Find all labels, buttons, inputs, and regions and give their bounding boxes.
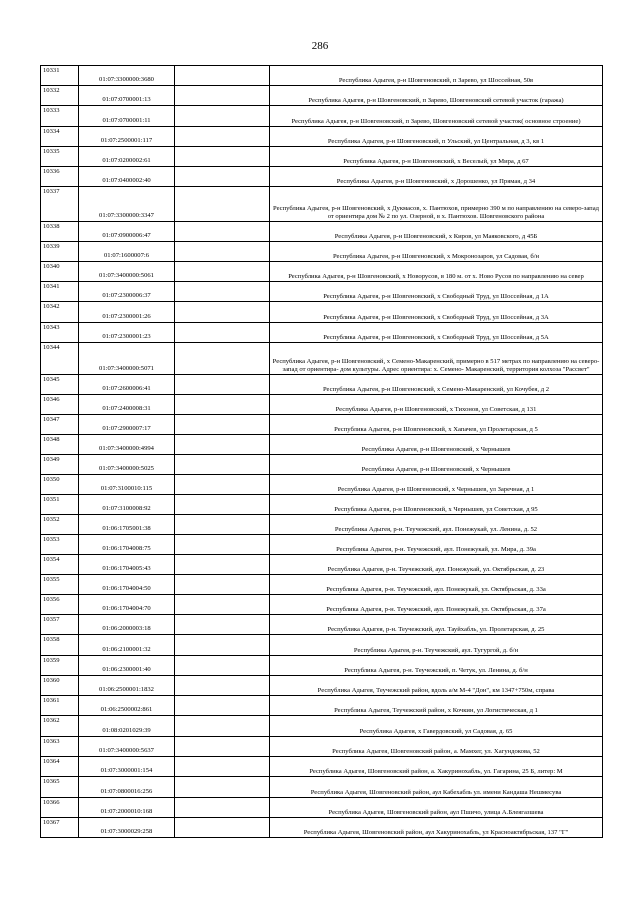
table-row bbox=[41, 635, 603, 656]
row-number-cell: 10340 bbox=[41, 262, 79, 282]
empty-cell bbox=[175, 187, 270, 222]
cadastral-number-cell: 01:07:3100008:92 bbox=[79, 495, 175, 515]
empty-cell bbox=[175, 595, 270, 615]
empty-cell bbox=[175, 575, 270, 595]
page-number: 286 bbox=[311, 40, 329, 52]
table-row bbox=[41, 595, 603, 615]
empty-cell bbox=[175, 147, 270, 167]
empty-cell bbox=[175, 66, 270, 86]
table-row bbox=[41, 475, 603, 495]
address-cell: Республика Адыгея, р-н Шовгеновский, х Чернышев bbox=[270, 455, 603, 475]
address-cell: Республика Адыгея, Шовгеновский район, а. Хакуринохабль, ул. Гагарина, 25 Б, литер: М bbox=[270, 757, 603, 777]
row-number-cell: 10355 bbox=[41, 575, 79, 595]
cadastral-number-cell: 01:07:3400000:5025 bbox=[79, 455, 175, 475]
table-row bbox=[41, 106, 603, 127]
row-number-cell: 10360 bbox=[41, 676, 79, 696]
empty-cell bbox=[175, 757, 270, 777]
table-row bbox=[41, 435, 603, 455]
registry-table bbox=[40, 65, 603, 838]
table-row bbox=[41, 757, 603, 777]
empty-cell bbox=[175, 635, 270, 656]
row-number-cell: 10362 bbox=[41, 716, 79, 737]
row-number-cell: 10348 bbox=[41, 435, 79, 455]
empty-cell bbox=[175, 323, 270, 343]
row-number-cell: 10337 bbox=[41, 187, 79, 222]
row-number-cell: 10333 bbox=[41, 106, 79, 127]
table-row bbox=[41, 167, 603, 187]
cadastral-number-cell: 01:07:0800016:256 bbox=[79, 777, 175, 798]
row-number-cell: 10345 bbox=[41, 375, 79, 395]
address-cell: Республика Адыгея, р-н Шовгеновский, х Хапачев, ул Пролетарская, д 5 bbox=[270, 415, 603, 435]
address-cell: Республика Адыгея, р-н. Теучежский, аул. Понежукай, ул. Октябрьская, д. 37а bbox=[270, 595, 603, 615]
cadastral-number-cell: 01:07:3400000:4994 bbox=[79, 435, 175, 455]
cadastral-number-cell: 01:07:3400000:5637 bbox=[79, 737, 175, 757]
cadastral-number-cell: 01:07:3000001:154 bbox=[79, 757, 175, 777]
row-number-cell: 10347 bbox=[41, 415, 79, 435]
address-cell: Республика Адыгея, р-н Шовгеновский, х Свободный Труд, ул Шоссейная, д 5А bbox=[270, 323, 603, 343]
row-number-cell: 10359 bbox=[41, 656, 79, 676]
empty-cell bbox=[175, 515, 270, 535]
address-cell: Республика Адыгея, Шовгеновский район, аул Пшичо, улица А.Блеягазшева bbox=[270, 798, 603, 818]
empty-cell bbox=[175, 696, 270, 716]
row-number-cell: 10339 bbox=[41, 242, 79, 262]
row-number-cell: 10338 bbox=[41, 222, 79, 242]
table-row bbox=[41, 455, 603, 475]
address-cell: Республика Адыгея, р-н. Теучежский, аул. Понежукай, ул. Мира, д. 39а bbox=[270, 535, 603, 555]
row-number-cell: 10351 bbox=[41, 495, 79, 515]
empty-cell bbox=[175, 106, 270, 127]
empty-cell bbox=[175, 555, 270, 575]
cadastral-number-cell: 01:07:2400008:31 bbox=[79, 395, 175, 415]
address-cell: Республика Адыгея, р-н Шовгеновский, х Чернышев, ул Заречная, д 1 bbox=[270, 475, 603, 495]
cadastral-number-cell: 01:07:3400000:5061 bbox=[79, 262, 175, 282]
cadastral-number-cell: 01:08:0201029:39 bbox=[79, 716, 175, 737]
row-number-cell: 10350 bbox=[41, 475, 79, 495]
table-row bbox=[41, 676, 603, 696]
empty-cell bbox=[175, 615, 270, 635]
empty-cell bbox=[175, 282, 270, 302]
row-number-cell: 10341 bbox=[41, 282, 79, 302]
table-row bbox=[41, 737, 603, 757]
address-cell: Республика Адыгея, р-н. Теучежский, п. Четук, ул. Ленина, д. б/н bbox=[270, 656, 603, 676]
address-cell: Республика Адыгея, р-н Шовгеновский, х Веселый, ул Мира, д 67 bbox=[270, 147, 603, 167]
row-number-cell: 10357 bbox=[41, 615, 79, 635]
address-cell: Республика Адыгея, р-н Шовгеновский, х Новорусов, в 180 м. от х. Ново Русов по направлению на север bbox=[270, 262, 603, 282]
address-cell: Республика Адыгея, р-н Шовгеновский, х Свободный Труд, ул Шоссейная, д 1А bbox=[270, 282, 603, 302]
cadastral-number-cell: 01:07:2600006:41 bbox=[79, 375, 175, 395]
address-cell: Республика Адыгея, Шовгеновский район, аул Кабехабль ул. имени Кандаша Нешмесува bbox=[270, 777, 603, 798]
address-cell: Республика Адыгея, Теучежский район, х Кочкин, ул Логистическая, д 1 bbox=[270, 696, 603, 716]
table-row bbox=[41, 696, 603, 716]
cadastral-number-cell: 01:07:0700001:13 bbox=[79, 86, 175, 106]
empty-cell bbox=[175, 395, 270, 415]
empty-cell bbox=[175, 475, 270, 495]
table-row bbox=[41, 282, 603, 302]
address-cell: Республика Адыгея, р-н. Теучежский, аул. Понежукай, ул. Октябрьская, д. 33а bbox=[270, 575, 603, 595]
address-cell: Республика Адыгея, х Гавердовский, ул Садовая, д. 65 bbox=[270, 716, 603, 737]
table-row bbox=[41, 395, 603, 415]
empty-cell bbox=[175, 343, 270, 375]
address-cell: Республика Адыгея, Теучежский район, вдоль а/м М-4 "Дон", км 1347+750м, справа bbox=[270, 676, 603, 696]
address-cell: Республика Адыгея, р-н Шовгеновский, х Мокронозаров, ул Садовая, б/н bbox=[270, 242, 603, 262]
empty-cell bbox=[175, 676, 270, 696]
table-row bbox=[41, 818, 603, 838]
empty-cell bbox=[175, 167, 270, 187]
cadastral-number-cell: 01:07:0400002:40 bbox=[79, 167, 175, 187]
table-row bbox=[41, 147, 603, 167]
table-row bbox=[41, 555, 603, 575]
row-number-cell: 10366 bbox=[41, 798, 79, 818]
address-cell: Республика Адыгея, р-н Шовгеновский, х Дорошенко, ул Прямая, д 34 bbox=[270, 167, 603, 187]
cadastral-number-cell: 01:07:2300001:26 bbox=[79, 302, 175, 323]
table-row bbox=[41, 262, 603, 282]
row-number-cell: 10346 bbox=[41, 395, 79, 415]
address-cell: Республика Адыгея, Шовгеновский район, аул Хакуринохабль, ул Красноактябрьская, 137 "Г" bbox=[270, 818, 603, 838]
empty-cell bbox=[175, 302, 270, 323]
address-cell: Республика Адыгея, р-н Шовгеновский, х Тихонов, ул Советская, д 131 bbox=[270, 395, 603, 415]
row-number-cell: 10342 bbox=[41, 302, 79, 323]
cadastral-number-cell: 01:07:3000029:258 bbox=[79, 818, 175, 838]
cadastral-number-cell: 01:07:3300000:3347 bbox=[79, 187, 175, 222]
empty-cell bbox=[175, 435, 270, 455]
row-number-cell: 10331 bbox=[41, 66, 79, 86]
empty-cell bbox=[175, 535, 270, 555]
table-row bbox=[41, 86, 603, 106]
table-row bbox=[41, 66, 603, 86]
table-row bbox=[41, 242, 603, 262]
address-cell: Республика Адыгея, р-н Шовгеновский, п Зарево, ул Шоссейная, 50в bbox=[270, 66, 603, 86]
row-number-cell: 10336 bbox=[41, 167, 79, 187]
table-row bbox=[41, 187, 603, 222]
registry-table-body bbox=[41, 66, 603, 838]
cadastral-number-cell: 01:07:3300000:3680 bbox=[79, 66, 175, 86]
row-number-cell: 10349 bbox=[41, 455, 79, 475]
table-row bbox=[41, 777, 603, 798]
address-cell: Республика Адыгея, р-н Шовгеновский, х Свободный Труд, ул Шоссейная, д 3А bbox=[270, 302, 603, 323]
row-number-cell: 10364 bbox=[41, 757, 79, 777]
table-row bbox=[41, 375, 603, 395]
empty-cell bbox=[175, 818, 270, 838]
table-row bbox=[41, 323, 603, 343]
empty-cell bbox=[175, 777, 270, 798]
address-cell: Республика Адыгея, р-н Шовгеновский, п Зарево, Шовгеновский сетевой участок (гаража) bbox=[270, 86, 603, 106]
row-number-cell: 10361 bbox=[41, 696, 79, 716]
cadastral-number-cell: 01:07:0900006:47 bbox=[79, 222, 175, 242]
cadastral-number-cell: 01:07:1600007:6 bbox=[79, 242, 175, 262]
cadastral-number-cell: 01:07:2000010:168 bbox=[79, 798, 175, 818]
cadastral-number-cell: 01:06:2500001:1832 bbox=[79, 676, 175, 696]
address-cell: Республика Адыгея, р-н Шовгеновский, х Семено-Макаренский, ул Кочубея, д 2 bbox=[270, 375, 603, 395]
empty-cell bbox=[175, 375, 270, 395]
cadastral-number-cell: 01:06:1704008:75 bbox=[79, 535, 175, 555]
address-cell: Республика Адыгея, р-н Шовгеновский, х Чернышев bbox=[270, 435, 603, 455]
cadastral-number-cell: 01:07:2900007:17 bbox=[79, 415, 175, 435]
address-cell: Республика Адыгея, р-н. Теучежский, аул. Понежукай, ул. Ленина, д. 52 bbox=[270, 515, 603, 535]
table-row bbox=[41, 302, 603, 323]
address-cell: Республика Адыгея, р-н. Теучежский, аул. Понежукай, ул. Октябрьская, д. 23 bbox=[270, 555, 603, 575]
empty-cell bbox=[175, 415, 270, 435]
table-row bbox=[41, 656, 603, 676]
table-row bbox=[41, 415, 603, 435]
cadastral-number-cell: 01:07:2500001:117 bbox=[79, 127, 175, 147]
row-number-cell: 10356 bbox=[41, 595, 79, 615]
address-cell: Республика Адыгея, р-н Шовгеновский, п Зарево, Шовгеновский сетевой участок( основное строение) bbox=[270, 106, 603, 127]
empty-cell bbox=[175, 716, 270, 737]
cadastral-number-cell: 01:06:1704004:70 bbox=[79, 595, 175, 615]
cadastral-number-cell: 01:06:2000003:18 bbox=[79, 615, 175, 635]
address-cell: Республика Адыгея, р-н. Теучежский, аул. Тауйхабль, ул. Пролетарская, д. 25 bbox=[270, 615, 603, 635]
row-number-cell: 10352 bbox=[41, 515, 79, 535]
empty-cell bbox=[175, 86, 270, 106]
table-row bbox=[41, 343, 603, 375]
row-number-cell: 10334 bbox=[41, 127, 79, 147]
table-row bbox=[41, 535, 603, 555]
cadastral-number-cell: 01:06:1704004:50 bbox=[79, 575, 175, 595]
cadastral-number-cell: 01:06:2300001:40 bbox=[79, 656, 175, 676]
row-number-cell: 10365 bbox=[41, 777, 79, 798]
table-row bbox=[41, 495, 603, 515]
table-row bbox=[41, 798, 603, 818]
empty-cell bbox=[175, 656, 270, 676]
cadastral-number-cell: 01:07:3400000:5071 bbox=[79, 343, 175, 375]
row-number-cell: 10343 bbox=[41, 323, 79, 343]
table-row bbox=[41, 515, 603, 535]
cadastral-number-cell: 01:07:3100010:115 bbox=[79, 475, 175, 495]
row-number-cell: 10354 bbox=[41, 555, 79, 575]
address-cell: Республика Адыгея, р-н Шовгеновский, х Киров, ул Маяковского, д 45Б bbox=[270, 222, 603, 242]
address-cell: Республика Адыгея, р-н Шовгеновский, х Семено-Макаренский, примерно в 517 метрах по направлению на северо-запад от ориентира- дом культуры. Адрес ориентира: х. Семено- Макаренский, территория колхоза "Рассвет" bbox=[270, 343, 603, 375]
empty-cell bbox=[175, 737, 270, 757]
row-number-cell: 10367 bbox=[41, 818, 79, 838]
cadastral-number-cell: 01:07:2300001:23 bbox=[79, 323, 175, 343]
cadastral-number-cell: 01:06:2100001:32 bbox=[79, 635, 175, 656]
row-number-cell: 10353 bbox=[41, 535, 79, 555]
cadastral-number-cell: 01:06:2500002:861 bbox=[79, 696, 175, 716]
address-cell: Республика Адыгея, р-н Шовгеновский, х Чернышев, ул Советская, д 95 bbox=[270, 495, 603, 515]
cadastral-number-cell: 01:06:1705001:38 bbox=[79, 515, 175, 535]
cadastral-number-cell: 01:07:0700001:11 bbox=[79, 106, 175, 127]
row-number-cell: 10332 bbox=[41, 86, 79, 106]
table-row bbox=[41, 716, 603, 737]
address-cell: Республика Адыгея, Шовгеновский район, а. Мамхег, ул. Хагундокова, 52 bbox=[270, 737, 603, 757]
row-number-cell: 10358 bbox=[41, 635, 79, 656]
table-row bbox=[41, 615, 603, 635]
row-number-cell: 10335 bbox=[41, 147, 79, 167]
empty-cell bbox=[175, 242, 270, 262]
cadastral-number-cell: 01:06:1704005:43 bbox=[79, 555, 175, 575]
empty-cell bbox=[175, 455, 270, 475]
table-row bbox=[41, 127, 603, 147]
row-number-cell: 10363 bbox=[41, 737, 79, 757]
cadastral-number-cell: 01:07:0200002:61 bbox=[79, 147, 175, 167]
cadastral-number-cell: 01:07:2300006:37 bbox=[79, 282, 175, 302]
address-cell: Республика Адыгея, р-н Шовгеновский, п Ульский, ул Центральная, д 3, кв 1 bbox=[270, 127, 603, 147]
empty-cell bbox=[175, 222, 270, 242]
table-row bbox=[41, 222, 603, 242]
empty-cell bbox=[175, 798, 270, 818]
empty-cell bbox=[175, 495, 270, 515]
address-cell: Республика Адыгея, р-н. Теучежский, аул. Тугургой, д. б/н bbox=[270, 635, 603, 656]
empty-cell bbox=[175, 127, 270, 147]
row-number-cell: 10344 bbox=[41, 343, 79, 375]
table-row bbox=[41, 575, 603, 595]
empty-cell bbox=[175, 262, 270, 282]
address-cell: Республика Адыгея, р-н Шовгеновский, х Дукмасов, х. Пантюхов, примерно 390 м по направлению на северо-запад от ориентира дом № 2 по ул. Озерной, в х. Пантюхов. Шовгеновского района bbox=[270, 187, 603, 222]
